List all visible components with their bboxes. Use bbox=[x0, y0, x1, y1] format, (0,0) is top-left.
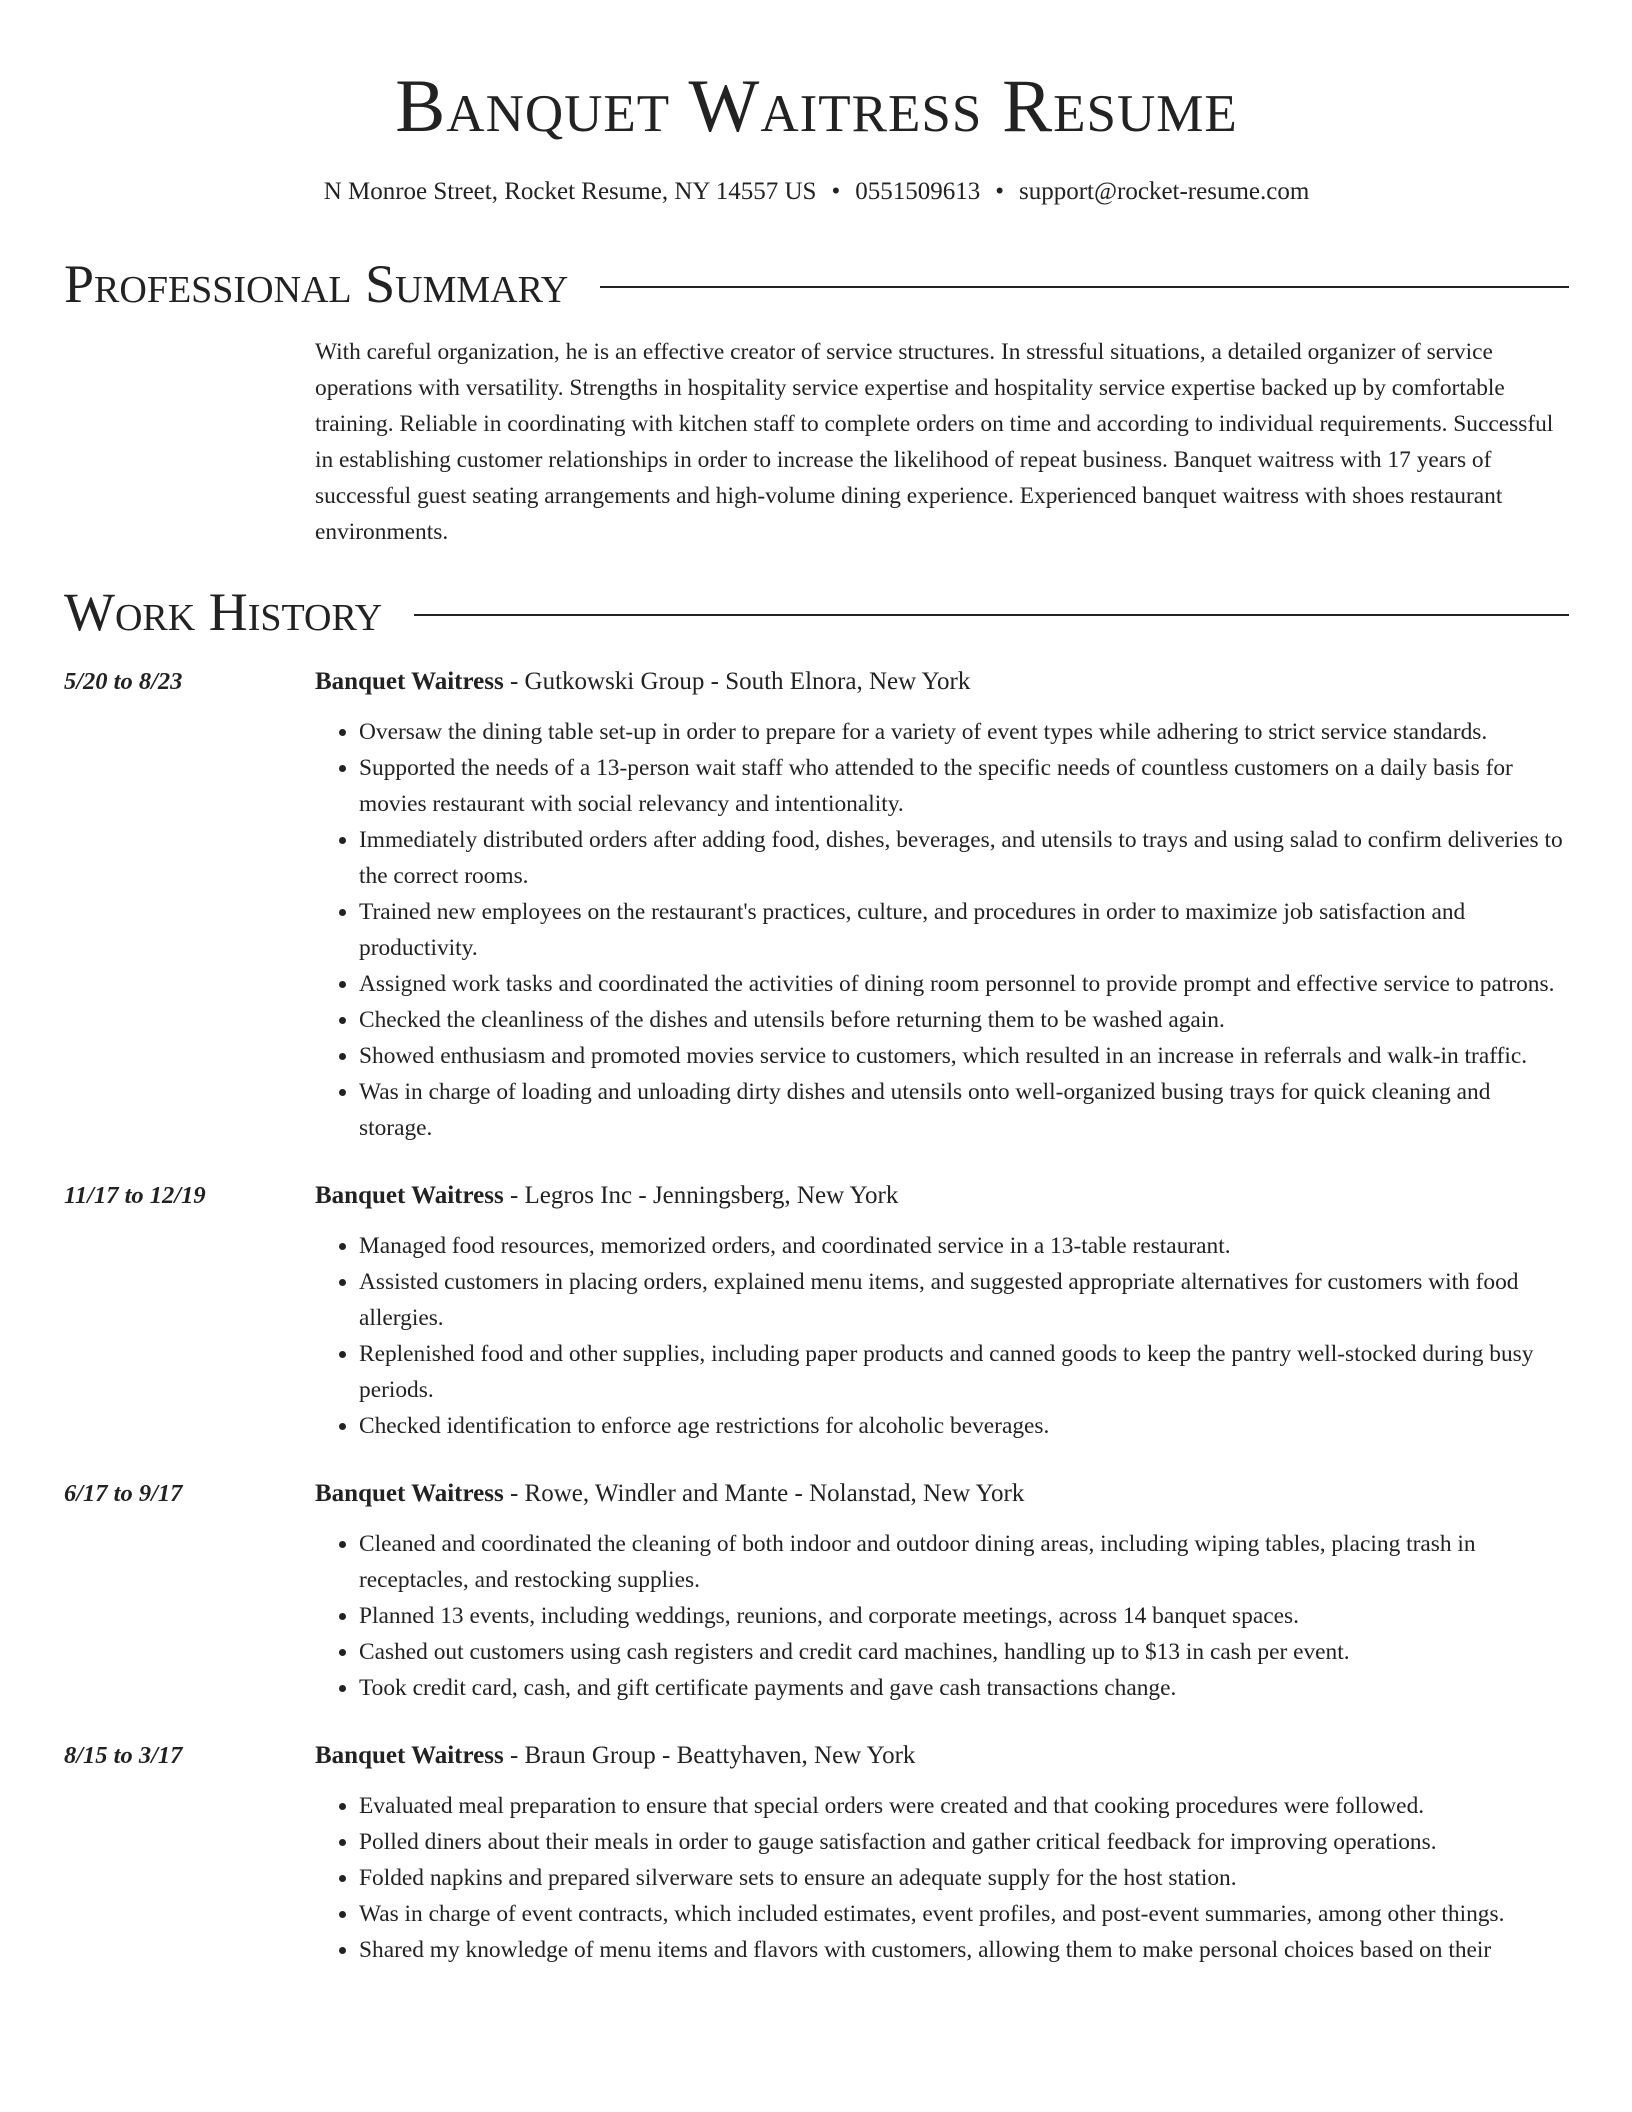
job-employer-location: - Legros Inc - Jenningsberg, New York bbox=[503, 1182, 899, 1209]
contact-address: N Monroe Street, Rocket Resume, NY 14557 US bbox=[323, 178, 817, 205]
section-divider bbox=[414, 614, 1569, 616]
job-body bbox=[315, 1474, 1569, 1706]
job-dates: 5/20 to 8/23 bbox=[64, 668, 183, 695]
job-duty-item: • Was in charge of loading and unloading dirty dishes and utensils onto well-organized busing trays for quick cleaning and storage. bbox=[359, 1074, 1569, 1146]
section-header-work-history bbox=[64, 580, 1569, 644]
job-duties-list bbox=[315, 1228, 1569, 1444]
contact-line bbox=[64, 176, 1569, 208]
contact-phone: 0551509613 bbox=[855, 178, 981, 205]
job-heading bbox=[315, 1736, 1569, 1776]
contact-separator: • bbox=[831, 178, 841, 205]
job-duty-item: • Checked the cleanliness of the dishes and utensils before returning them to be washed again. bbox=[359, 1002, 1569, 1038]
job-body bbox=[315, 1736, 1569, 1968]
contact-separator: • bbox=[995, 178, 1004, 205]
job-duty-item: • Assisted customers in placing orders, explained menu items, and suggested appropriate alternatives for customers with food allergies. bbox=[359, 1264, 1569, 1336]
job-employer-location: - Rowe, Windler and Mante - Nolanstad, New York bbox=[503, 1480, 1025, 1507]
job-duty-item: • Shared my knowledge of menu items and flavors with customers, allowing them to make personal choices based on their bbox=[359, 1932, 1569, 1968]
job-employer-location: - Braun Group - Beattyhaven, New York bbox=[503, 1742, 916, 1769]
job-title: Banquet Waitress bbox=[315, 668, 504, 695]
job-duty-item: • Was in charge of event contracts, which included estimates, event profiles, and post-event summaries, among other things. bbox=[359, 1896, 1569, 1932]
job-body bbox=[315, 1176, 1569, 1444]
job-duty-item: • Cashed out customers using cash registers and credit card machines, handling up to $13 in cash per event. bbox=[359, 1634, 1569, 1670]
job-duty-item: • Polled diners about their meals in order to gauge satisfaction and gather critical feedback for improving operations. bbox=[359, 1824, 1569, 1860]
job-duty-item: • Replenished food and other supplies, including paper products and canned goods to keep the pantry well-stocked during busy periods. bbox=[359, 1336, 1569, 1408]
job-duty-item: • Evaluated meal preparation to ensure that special orders were created and that cooking procedures were followed. bbox=[359, 1788, 1569, 1824]
job-entry bbox=[64, 1474, 1569, 1706]
job-heading bbox=[315, 1176, 1569, 1216]
job-duty-item: • Showed enthusiasm and promoted movies service to customers, which resulted in an increase in referrals and walk-in traffic. bbox=[359, 1038, 1569, 1074]
job-duty-item: • Checked identification to enforce age restrictions for alcoholic beverages. bbox=[359, 1408, 1569, 1444]
job-duty-item: • Cleaned and coordinated the cleaning of both indoor and outdoor dining areas, including wiping tables, placing trash in receptacles, and restocking supplies. bbox=[359, 1526, 1569, 1598]
job-dates: 6/17 to 9/17 bbox=[64, 1480, 183, 1507]
job-title: Banquet Waitress bbox=[315, 1480, 504, 1507]
job-duty-item: • Folded napkins and prepared silverware sets to ensure an adequate supply for the host station. bbox=[359, 1860, 1569, 1896]
job-duty-item: • Immediately distributed orders after adding food, dishes, beverages, and utensils to trays and using salad to confirm deliveries to the correct rooms. bbox=[359, 822, 1569, 894]
job-duty-item: • Planned 13 events, including weddings, reunions, and corporate meetings, across 14 banquet spaces. bbox=[359, 1598, 1569, 1634]
job-duty-item: • Trained new employees on the restaurant's practices, culture, and procedures in order to maximize job satisfaction and productivity. bbox=[359, 894, 1569, 966]
job-duty-item: • Took credit card, cash, and gift certificate payments and gave cash transactions change. bbox=[359, 1670, 1569, 1706]
job-entry bbox=[64, 1736, 1569, 1968]
job-duty-item: • Supported the needs of a 13-person wait staff who attended to the specific needs of countless customers on a daily basis for movies restaurant with social relevancy and intentionality. bbox=[359, 750, 1569, 822]
job-heading bbox=[315, 1474, 1569, 1514]
job-title: Banquet Waitress bbox=[315, 1742, 504, 1769]
section-header-summary bbox=[64, 252, 1569, 316]
job-duty-item: • Oversaw the dining table set-up in order to prepare for a variety of event types while adhering to strict service standards. bbox=[359, 714, 1569, 750]
job-entry bbox=[64, 1176, 1569, 1444]
section-title-work-history: Work History bbox=[64, 582, 383, 642]
job-body bbox=[315, 662, 1569, 1146]
work-history-list bbox=[64, 662, 1569, 1968]
job-duty-item: • Managed food resources, memorized orders, and coordinated service in a 13-table restaurant. bbox=[359, 1228, 1569, 1264]
job-heading bbox=[315, 662, 1569, 702]
section-divider bbox=[600, 286, 1569, 288]
resume-title: Banquet Waitress Resume bbox=[395, 65, 1238, 148]
job-employer-location: - Gutkowski Group - South Elnora, New York bbox=[503, 668, 971, 695]
job-dates: 8/15 to 3/17 bbox=[64, 1742, 183, 1769]
summary-paragraph: With careful organization, he is an effective creator of service structures. In stressful situations, a detailed organizer of service operations with versatility. Strengths in hospitality service expertise and hospitality service expertise backed up by comfortable training. Reliable in coordinating with kitchen staff to complete orders on time and according to individual requirements. Successful in establishing customer relationships in order to increase the likelihood of repeat business. Banquet waitress with 17 years of successful guest seating arrangements and high-volume dining experience. Experienced banquet waitress with shoes restaurant environments. bbox=[315, 339, 1554, 545]
section-title-summary: Professional Summary bbox=[64, 254, 569, 314]
job-duties-list bbox=[315, 714, 1569, 1146]
resume-page bbox=[64, 0, 1569, 1968]
job-dates: 11/17 to 12/19 bbox=[64, 1182, 206, 1209]
contact-email: support@rocket-resume.com bbox=[1019, 178, 1310, 205]
job-entry bbox=[64, 662, 1569, 1146]
job-duty-item: • Assigned work tasks and coordinated the activities of dining room personnel to provide prompt and effective service to patrons. bbox=[359, 966, 1569, 1002]
job-title: Banquet Waitress bbox=[315, 1182, 504, 1209]
job-duties-list bbox=[315, 1526, 1569, 1706]
job-duties-list bbox=[315, 1788, 1569, 1968]
